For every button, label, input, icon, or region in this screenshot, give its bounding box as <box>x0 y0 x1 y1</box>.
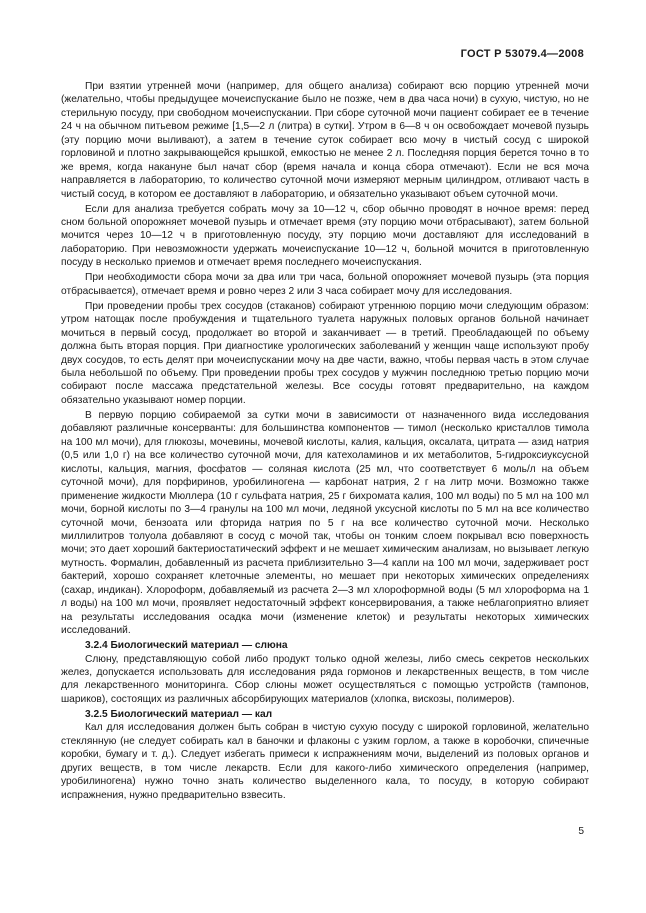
paragraph-preservatives: В первую порцию собираемой за сутки мочи в зависимости от назначенного вида исследования добавляют различные консерванты: для большинства компонентов — тимол (несколько кристаллов тимола на 100 мл мочи), для глюкозы, мочевины, мочевой кислоты, калия, кальция, оксалата, цитрата — азид натрия (0,5 или 1,0 г) на все количество суточной мочи, для катехоламинов и их метаболитов, 5-гидроксиуксусной кислоты, кальция, магния, фосфатов — соляная кислота (25 мл, что соответствует 6 моль/л на объем суточной мочи), для порфиринов, уробилиногена — карбонат натрия, 2 г на литр мочи. Возможно также применение жидкости Мюллера (10 г сульфата натрия, 25 г бихромата калия, 100 мл воды) по 5 мл на 100 мл мочи, борной кислоты по 3—4 гранулы на 100 мл мочи, ледяной уксусной кислоты по 5 мл на все количество суточной мочи, бензоата или фторида натрия по 5 г на все количество суточной мочи. Несколько миллилитров толуола добавляют в сосуд с мочой так, чтобы он тонким слоем покрывал всю поверхность мочи; это дает хороший бактериостатический эффект и не мешает химическим анализам, но вызывает легкую мутность. Формалин, добавленный из расчета приблизительно 3—4 капли на 100 мл мочи, задерживает рост бактерий, хорошо сохраняет клеточные элементы, но мешает при некоторых химических определениях (сахар, индикан). Хлороформ, добавляемый из расчета 2—3 мл хлороформной воды (5 мл хлороформа на 1 л воды) на 100 мл мочи, проявляет недостаточный эффект консервирования, а также неблагоприятно влияет на результаты исследования осадка мочи (изменение клеток) и результаты некоторых химических исследований. <box>61 409 589 637</box>
section-heading-saliva: 3.2.4 Биологический материал — слюна <box>85 640 288 652</box>
page-number: 5 <box>578 826 584 837</box>
paragraph-feces: Кал для исследования должен быть собран в чистую сухую посуду с широкой горловиной, желательно стеклянную (не следует собирать кал в баночки и флаконы с узким горлом, а также в коробочки, спичечные коробки, бумагу и т. д.). Следует избегать примеси к испражнениям мочи, выделений из половых органов и других веществ, в том числе лекарств. Если для какого-либо химического определения (например, уробилиногена) нужно точно знать количество выделенного кала, то посуду, в которую собирают испражнения, нужно предварительно взвесить. <box>61 722 589 801</box>
paragraph-2-3h-collection: При необходимости сбора мочи за два или три часа, больной опорожняет мочевой пузырь (эта порция отбрасывается), отмечает время и ровно через 2 или 3 часа собирает мочу для исследования. <box>61 272 589 297</box>
paragraph-10-12h-collection: Если для анализа требуется собрать мочу за 10—12 ч, сбор обычно проводят в ночное время: перед сном больной опорожняет мочевой пузырь и отмечает время (эту порцию мочи отбрасывают), затем больной мочится через 10—12 ч в приготовленную посуду, эту порцию мочи доставляют для исследований в лабораторию. При невозможности удержать мочеиспускание 10—12 ч, больной мочится в приготовленную посуду в несколько приемов и отмечает время последнего мочеиспускания. <box>61 203 589 269</box>
section-heading-feces: 3.2.5 Биологический материал — кал <box>85 708 273 720</box>
paragraph-morning-urine: При взятии утренней мочи (например, для общего анализа) собирают всю порцию утренней мочи (желательно, чтобы предыдущее мочеиспускание было не позже, чем в два часа ночи) в сухую, чистую, но не стерильную посуду, при свободном мочеиспускании. При сборе суточной мочи пациент собирает ее в течение 24 ч на обычном питьевом режиме [1,5—2 л (литра) в сутки]. Утром в 6—8 ч он освобождает мочевой пузырь (эту порцию мочи выливают), а затем в течение суток собирает всю мочу в чистый сосуд с широкой горловиной и плотно закрывающейся крышкой, емкостью не менее 2 л. Последняя порция берется точно в то же время, когда накануне был начат сбор (время начала и конца сбора отмечают). Если не вся моча направляется в лабораторию, то количество суточной мочи измеряют мерным цилиндром, отливают часть в чистый сосуд, в котором ее доставляют в лабораторию, и обязательно указывают объем суточной мочи. <box>61 81 589 200</box>
document-body <box>61 80 589 804</box>
paragraph-three-vessel-test: При проведении пробы трех сосудов (стаканов) собирают утреннюю порцию мочи следующим образом: утром натощак после пробуждения и тщательного туалета наружных половых органов больной начинает мочиться в первый сосуд, продолжает во второй и заканчивает — в третий. Преобладающей по объему должна быть вторая порция. При диагностике урологических заболеваний у женщин чаще используют пробу двух сосудов, то есть делят при мочеиспускании мочу на две части, важно, чтобы первая часть в этом случае была небольшой по объему. При проведении пробы трех сосудов у мужчин последнюю третью порцию мочи собирают после массажа предстательной железы. Все сосуды готовят предварительно, на каждом обязательно указывают номер порции. <box>61 300 589 406</box>
standard-header: ГОСТ Р 53079.4—2008 <box>460 48 584 60</box>
paragraph-saliva: Слюну, представляющую собой либо продукт только одной железы, либо смесь секретов нескольких желез, допускается использовать для исследования ряда гормонов и лекарственных веществ, в том числе для лекарственного мониторинга. Сбор слюны может осуществляться с помощью устройств (тампонов, шариков), состоящих из различных абсорбирующих материалов (хлопка, вискозы, полимеров). <box>61 653 589 705</box>
